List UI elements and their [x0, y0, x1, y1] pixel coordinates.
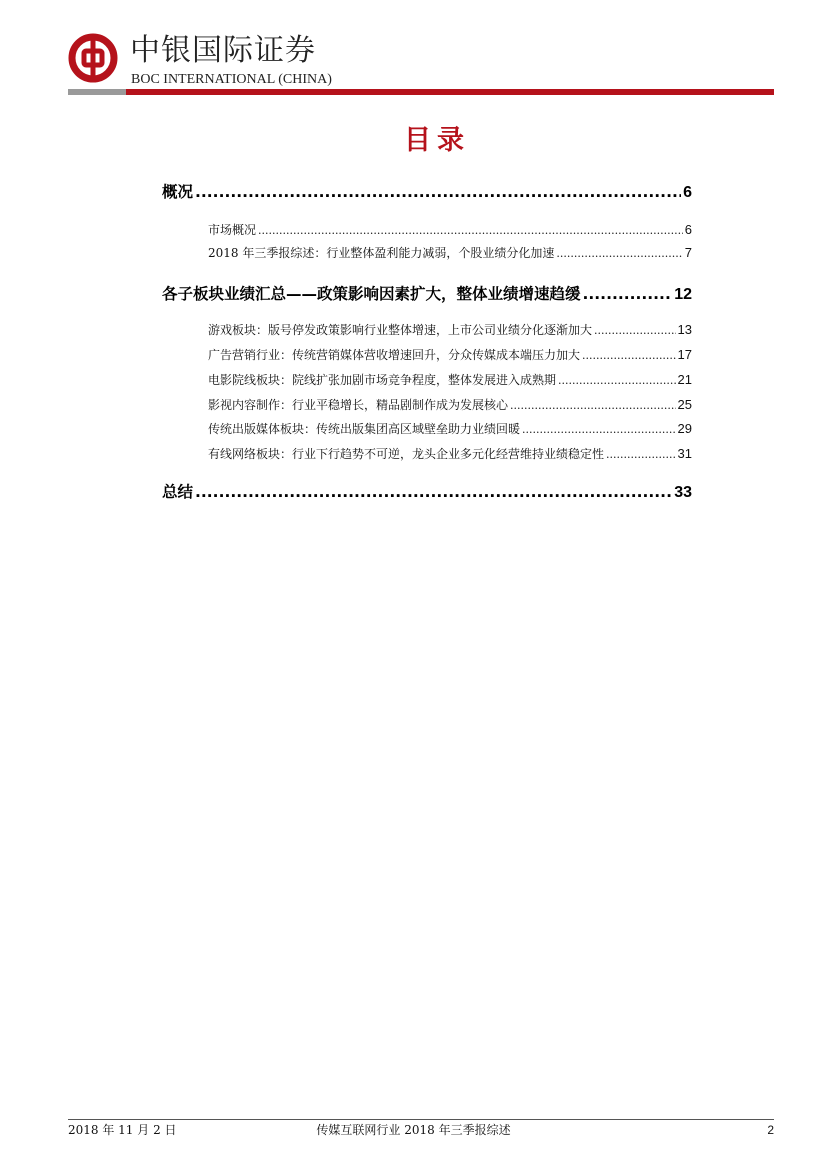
toc-leader-dots: [510, 398, 676, 414]
boc-logo-icon: [68, 33, 118, 83]
toc-entry-page: 6: [684, 222, 692, 237]
toc-entry-label: 影视内容制作：行业平稳增长，精品剧制作成为发展核心: [208, 398, 509, 412]
toc-leader-dots: [556, 246, 682, 262]
toc-entry[interactable]: [208, 372, 692, 389]
toc-entry-label: 游戏板块：版号停发政策影响行业整体增速，上市公司业绩分化逐渐加大: [208, 323, 593, 337]
toc-entry[interactable]: [208, 347, 692, 364]
toc-entry-label: 2018 年三季报综述：行业整体盈利能力减弱，个股业绩分化加速: [208, 246, 555, 260]
header-rule-gray: [68, 89, 126, 95]
toc-entry-label: 市场概况: [208, 223, 257, 237]
toc-entry-label: 总结: [162, 483, 194, 501]
toc-entry-label: 广告营销行业：传统营销媒体营收增速回升，分众传媒成本端压力加大: [208, 348, 581, 362]
toc-entry[interactable]: [162, 482, 692, 503]
toc-entry-page: 25: [677, 397, 692, 412]
toc-entry-page: 21: [677, 372, 692, 387]
toc-leader-dots: [195, 482, 672, 502]
toc-leader-dots: [258, 223, 683, 239]
toc-entry[interactable]: [162, 284, 692, 305]
toc-leader-dots: [195, 182, 681, 202]
toc-entry-page: 17: [677, 347, 692, 362]
footer-rule: [68, 1119, 774, 1120]
toc-entry-page: 6: [683, 184, 692, 201]
toc-entry-page: 29: [677, 421, 692, 436]
page-header: [0, 0, 827, 100]
toc-entry-label: 各子板块业绩汇总——政策影响因素扩大，整体业绩增速趋缓: [162, 285, 581, 303]
brand-name-en: BOC INTERNATIONAL (CHINA): [131, 72, 332, 87]
toc-entry[interactable]: [162, 182, 692, 203]
toc-entry-label: 概况: [162, 183, 194, 201]
toc-title: 目录: [404, 125, 470, 156]
toc-leader-dots: [582, 348, 676, 364]
footer-report-title: 传媒互联网行业 2018 年三季报综述: [316, 1123, 511, 1137]
toc-leader-dots: [522, 422, 676, 438]
footer-page-number: 2: [767, 1123, 774, 1137]
toc-entry-label: 传统出版媒体板块：传统出版集团高区域壁垒助力业绩回暖: [208, 422, 521, 436]
brand-name-cn: 中银国际证券: [130, 33, 316, 68]
toc-entry-page: 31: [677, 446, 692, 461]
toc-entry[interactable]: [208, 397, 692, 414]
toc-entry[interactable]: [208, 245, 692, 262]
toc-entry-page: 13: [677, 322, 692, 337]
toc-leader-dots: [558, 373, 676, 389]
header-rule-red: [126, 89, 774, 95]
footer-date: 2018 年 11 月 2 日: [68, 1123, 177, 1137]
toc-entry[interactable]: [208, 322, 692, 339]
toc-entry-page: 7: [684, 245, 692, 260]
toc-entry-page: 12: [674, 286, 692, 303]
toc-entry[interactable]: [208, 421, 692, 438]
toc-leader-dots: [583, 284, 673, 304]
toc-entry-page: 33: [674, 484, 692, 501]
toc-entry[interactable]: [208, 446, 692, 463]
toc-leader-dots: [594, 323, 676, 339]
toc-entry[interactable]: [208, 222, 692, 239]
toc-entry-label: 电影院线板块：院线扩张加剧市场竞争程度，整体发展进入成熟期: [208, 373, 557, 387]
toc-entry-label: 有线网络板块：行业下行趋势不可逆，龙头企业多元化经营维持业绩稳定性: [208, 447, 605, 461]
toc-leader-dots: [606, 447, 676, 463]
